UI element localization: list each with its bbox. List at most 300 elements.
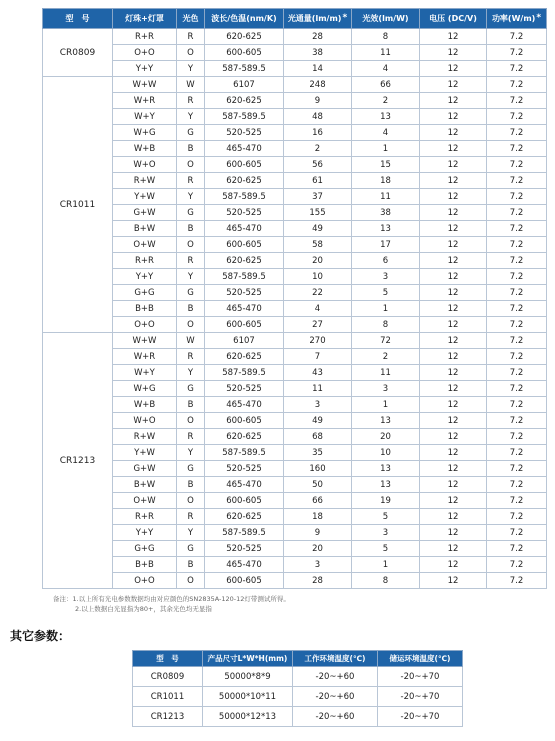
voltage-cell: 12: [420, 125, 487, 141]
table-row: [43, 413, 547, 429]
efficacy-cell: 4: [352, 125, 420, 141]
flux-cell: 10: [284, 269, 352, 285]
params-storage-temp-cell: -20~+70: [378, 667, 463, 687]
table-row: [43, 285, 547, 301]
flux-cell: 35: [284, 445, 352, 461]
color-cell: Y: [177, 189, 205, 205]
power-cell: 7.2: [487, 269, 547, 285]
voltage-cell: 12: [420, 61, 487, 77]
table-row: [43, 541, 547, 557]
power-cell: 7.2: [487, 429, 547, 445]
flux-cell: 68: [284, 429, 352, 445]
flux-cell: 155: [284, 205, 352, 221]
table-row: [43, 93, 547, 109]
combo-cell: O+W: [113, 493, 177, 509]
flux-cell: 3: [284, 397, 352, 413]
params-size-cell: 50000*12*13: [203, 707, 293, 727]
flux-cell: 2: [284, 141, 352, 157]
power-cell: 7.2: [487, 301, 547, 317]
wavelength-cell: 465-470: [205, 557, 284, 573]
table-row: [133, 667, 463, 687]
wavelength-cell: 587-589.5: [205, 269, 284, 285]
table-row: [43, 269, 547, 285]
efficacy-cell: 2: [352, 93, 420, 109]
voltage-cell: 12: [420, 189, 487, 205]
wavelength-cell: 465-470: [205, 477, 284, 493]
table-row: [43, 125, 547, 141]
voltage-cell: 12: [420, 365, 487, 381]
combo-cell: G+G: [113, 541, 177, 557]
flux-cell: 27: [284, 317, 352, 333]
combo-cell: W+G: [113, 381, 177, 397]
voltage-cell: 12: [420, 493, 487, 509]
combo-cell: W+B: [113, 141, 177, 157]
model-cell: CR1011: [43, 77, 113, 333]
flux-cell: 56: [284, 157, 352, 173]
other-params-header-row: [133, 651, 463, 667]
voltage-cell: 12: [420, 333, 487, 349]
voltage-cell: 12: [420, 285, 487, 301]
voltage-cell: 12: [420, 93, 487, 109]
header-power: [487, 9, 547, 29]
color-cell: Y: [177, 269, 205, 285]
table-row: [43, 349, 547, 365]
color-cell: Y: [177, 109, 205, 125]
efficacy-cell: 72: [352, 333, 420, 349]
spec-header-row: [43, 9, 547, 29]
efficacy-cell: 11: [352, 365, 420, 381]
flux-cell: 37: [284, 189, 352, 205]
power-cell: 7.2: [487, 413, 547, 429]
efficacy-cell: 2: [352, 349, 420, 365]
efficacy-cell: 13: [352, 477, 420, 493]
footnote-2: 2.以上数据白光显指为80+，其余光色均无显指: [75, 605, 212, 613]
color-cell: O: [177, 493, 205, 509]
combo-cell: W+Y: [113, 365, 177, 381]
flux-cell: 20: [284, 253, 352, 269]
wavelength-cell: 465-470: [205, 397, 284, 413]
power-cell: 7.2: [487, 237, 547, 253]
power-cell: 7.2: [487, 173, 547, 189]
wavelength-cell: 620-625: [205, 29, 284, 45]
table-row: [43, 221, 547, 237]
efficacy-cell: 8: [352, 29, 420, 45]
combo-cell: G+G: [113, 285, 177, 301]
combo-cell: W+Y: [113, 109, 177, 125]
footnotes: [53, 594, 290, 614]
efficacy-cell: 3: [352, 525, 420, 541]
power-cell: 7.2: [487, 189, 547, 205]
power-cell: 7.2: [487, 205, 547, 221]
voltage-cell: 12: [420, 557, 487, 573]
power-cell: 7.2: [487, 29, 547, 45]
power-cell: 7.2: [487, 317, 547, 333]
flux-cell: 28: [284, 29, 352, 45]
flux-cell: 160: [284, 461, 352, 477]
table-row: [43, 109, 547, 125]
efficacy-cell: 13: [352, 221, 420, 237]
wavelength-cell: 587-589.5: [205, 525, 284, 541]
color-cell: B: [177, 301, 205, 317]
wavelength-cell: 520-525: [205, 541, 284, 557]
wavelength-cell: 620-625: [205, 509, 284, 525]
flux-cell: 38: [284, 45, 352, 61]
power-cell: 7.2: [487, 445, 547, 461]
color-cell: G: [177, 381, 205, 397]
table-row: [43, 493, 547, 509]
combo-cell: O+O: [113, 573, 177, 589]
voltage-cell: 12: [420, 301, 487, 317]
power-cell: 7.2: [487, 573, 547, 589]
combo-cell: Y+Y: [113, 525, 177, 541]
power-cell: 7.2: [487, 333, 547, 349]
params-storage-temp-cell: -20~+70: [378, 707, 463, 727]
voltage-cell: 12: [420, 205, 487, 221]
table-row: [43, 189, 547, 205]
table-row: [43, 445, 547, 461]
combo-cell: O+O: [113, 45, 177, 61]
combo-cell: Y+W: [113, 445, 177, 461]
wavelength-cell: 620-625: [205, 429, 284, 445]
other-params-body: [133, 667, 463, 727]
color-cell: G: [177, 541, 205, 557]
header-combo: 灯珠+灯罩: [113, 9, 177, 29]
table-row: [43, 141, 547, 157]
voltage-cell: 12: [420, 477, 487, 493]
table-row: [43, 525, 547, 541]
combo-cell: B+B: [113, 557, 177, 573]
voltage-cell: 12: [420, 397, 487, 413]
power-cell: 7.2: [487, 397, 547, 413]
combo-cell: B+B: [113, 301, 177, 317]
efficacy-cell: 5: [352, 541, 420, 557]
combo-cell: W+O: [113, 157, 177, 173]
voltage-cell: 12: [420, 29, 487, 45]
color-cell: R: [177, 173, 205, 189]
spec-table: [42, 8, 547, 589]
efficacy-cell: 38: [352, 205, 420, 221]
params-size-cell: 50000*8*9: [203, 667, 293, 687]
flux-cell: 7: [284, 349, 352, 365]
flux-cell: 28: [284, 573, 352, 589]
wavelength-cell: 600-605: [205, 45, 284, 61]
table-row: [133, 707, 463, 727]
voltage-cell: 12: [420, 509, 487, 525]
combo-cell: O+O: [113, 317, 177, 333]
params-model-cell: CR1011: [133, 687, 203, 707]
header-flux-label: 光通量(lm/m): [287, 14, 342, 23]
voltage-cell: 12: [420, 429, 487, 445]
color-cell: R: [177, 509, 205, 525]
header-flux: [284, 9, 352, 29]
table-row: [43, 29, 547, 45]
voltage-cell: 12: [420, 461, 487, 477]
wavelength-cell: 587-589.5: [205, 445, 284, 461]
other-params-heading: 其它参数：: [10, 629, 71, 643]
color-cell: O: [177, 237, 205, 253]
table-row: [43, 381, 547, 397]
model-cell: CR1213: [43, 333, 113, 589]
flux-cell: 270: [284, 333, 352, 349]
wavelength-cell: 620-625: [205, 173, 284, 189]
voltage-cell: 12: [420, 525, 487, 541]
params-work-temp-cell: -20~+60: [293, 687, 378, 707]
voltage-cell: 12: [420, 77, 487, 93]
efficacy-cell: 11: [352, 45, 420, 61]
wavelength-cell: 520-525: [205, 205, 284, 221]
flux-cell: 49: [284, 413, 352, 429]
combo-cell: Y+Y: [113, 269, 177, 285]
efficacy-cell: 10: [352, 445, 420, 461]
color-cell: G: [177, 461, 205, 477]
table-row: [43, 573, 547, 589]
params-header-size: 产品尺寸L*W*H(mm): [203, 651, 293, 667]
flux-cell: 18: [284, 509, 352, 525]
flux-cell: 58: [284, 237, 352, 253]
efficacy-cell: 13: [352, 413, 420, 429]
wavelength-cell: 620-625: [205, 93, 284, 109]
voltage-cell: 12: [420, 381, 487, 397]
wavelength-cell: 465-470: [205, 141, 284, 157]
flux-cell: 61: [284, 173, 352, 189]
combo-cell: W+W: [113, 333, 177, 349]
flux-cell: 43: [284, 365, 352, 381]
header-color: 光色: [177, 9, 205, 29]
power-cell: 7.2: [487, 93, 547, 109]
combo-cell: Y+W: [113, 189, 177, 205]
voltage-cell: 12: [420, 573, 487, 589]
flux-cell: 16: [284, 125, 352, 141]
power-cell: 7.2: [487, 461, 547, 477]
combo-cell: G+W: [113, 205, 177, 221]
color-cell: G: [177, 125, 205, 141]
power-cell: 7.2: [487, 221, 547, 237]
color-cell: R: [177, 253, 205, 269]
table-row: [43, 45, 547, 61]
combo-cell: B+W: [113, 221, 177, 237]
power-cell: 7.2: [487, 253, 547, 269]
color-cell: B: [177, 557, 205, 573]
efficacy-cell: 1: [352, 301, 420, 317]
efficacy-cell: 1: [352, 557, 420, 573]
voltage-cell: 12: [420, 541, 487, 557]
efficacy-cell: 1: [352, 141, 420, 157]
params-header-model: 型 号: [133, 651, 203, 667]
color-cell: O: [177, 45, 205, 61]
efficacy-cell: 11: [352, 189, 420, 205]
efficacy-cell: 1: [352, 397, 420, 413]
wavelength-cell: 620-625: [205, 253, 284, 269]
color-cell: O: [177, 413, 205, 429]
flux-cell: 66: [284, 493, 352, 509]
params-model-cell: CR1213: [133, 707, 203, 727]
power-cell: 7.2: [487, 381, 547, 397]
table-row: [43, 77, 547, 93]
power-cell: 7.2: [487, 493, 547, 509]
table-row: [43, 61, 547, 77]
wavelength-cell: 465-470: [205, 301, 284, 317]
voltage-cell: 12: [420, 221, 487, 237]
flux-cell: 49: [284, 221, 352, 237]
voltage-cell: 12: [420, 141, 487, 157]
flux-cell: 20: [284, 541, 352, 557]
voltage-cell: 12: [420, 269, 487, 285]
params-header-storage-temp: 储运环境温度(℃): [378, 651, 463, 667]
color-cell: Y: [177, 445, 205, 461]
params-model-cell: CR0809: [133, 667, 203, 687]
color-cell: R: [177, 29, 205, 45]
color-cell: G: [177, 285, 205, 301]
params-storage-temp-cell: -20~+70: [378, 687, 463, 707]
combo-cell: W+G: [113, 125, 177, 141]
header-model: 型 号: [43, 9, 113, 29]
table-row: [43, 301, 547, 317]
table-row: [43, 557, 547, 573]
power-cell: 7.2: [487, 525, 547, 541]
efficacy-cell: 8: [352, 317, 420, 333]
table-row: [43, 253, 547, 269]
table-row: [43, 173, 547, 189]
flux-cell: 50: [284, 477, 352, 493]
combo-cell: O+W: [113, 237, 177, 253]
wavelength-cell: 587-589.5: [205, 109, 284, 125]
efficacy-cell: 8: [352, 573, 420, 589]
combo-cell: R+R: [113, 253, 177, 269]
header-voltage: 电压 (DC/V): [420, 9, 487, 29]
footnote-1: 备注：1.以上所有光电参数数据均由对应颜色的SN2835A-120-12灯带测试所得。: [53, 595, 290, 603]
wavelength-cell: 600-605: [205, 237, 284, 253]
efficacy-cell: 15: [352, 157, 420, 173]
spec-table-body: [43, 29, 547, 589]
voltage-cell: 12: [420, 237, 487, 253]
voltage-cell: 12: [420, 349, 487, 365]
voltage-cell: 12: [420, 109, 487, 125]
power-cell: 7.2: [487, 77, 547, 93]
voltage-cell: 12: [420, 317, 487, 333]
combo-cell: R+R: [113, 509, 177, 525]
color-cell: Y: [177, 365, 205, 381]
power-cell: 7.2: [487, 365, 547, 381]
table-row: [133, 687, 463, 707]
efficacy-cell: 6: [352, 253, 420, 269]
wavelength-cell: 520-525: [205, 461, 284, 477]
flux-asterisk: *: [342, 13, 348, 23]
header-power-label: 功率(W/m): [491, 14, 536, 23]
combo-cell: W+B: [113, 397, 177, 413]
wavelength-cell: 587-589.5: [205, 61, 284, 77]
power-cell: 7.2: [487, 125, 547, 141]
voltage-cell: 12: [420, 413, 487, 429]
wavelength-cell: 6107: [205, 333, 284, 349]
power-cell: 7.2: [487, 45, 547, 61]
color-cell: W: [177, 333, 205, 349]
efficacy-cell: 5: [352, 509, 420, 525]
efficacy-cell: 4: [352, 61, 420, 77]
color-cell: B: [177, 141, 205, 157]
color-cell: O: [177, 317, 205, 333]
params-header-work-temp: 工作环境温度(℃): [293, 651, 378, 667]
voltage-cell: 12: [420, 157, 487, 173]
table-row: [43, 461, 547, 477]
power-asterisk: *: [536, 13, 542, 23]
table-row: [43, 205, 547, 221]
table-row: [43, 397, 547, 413]
flux-cell: 48: [284, 109, 352, 125]
table-row: [43, 477, 547, 493]
wavelength-cell: 600-605: [205, 493, 284, 509]
color-cell: G: [177, 205, 205, 221]
combo-cell: G+W: [113, 461, 177, 477]
color-cell: O: [177, 157, 205, 173]
power-cell: 7.2: [487, 141, 547, 157]
color-cell: B: [177, 477, 205, 493]
flux-cell: 3: [284, 557, 352, 573]
color-cell: Y: [177, 61, 205, 77]
flux-cell: 11: [284, 381, 352, 397]
color-cell: B: [177, 397, 205, 413]
wavelength-cell: 520-525: [205, 381, 284, 397]
efficacy-cell: 3: [352, 381, 420, 397]
flux-cell: 22: [284, 285, 352, 301]
power-cell: 7.2: [487, 61, 547, 77]
combo-cell: W+R: [113, 93, 177, 109]
wavelength-cell: 600-605: [205, 157, 284, 173]
efficacy-cell: 13: [352, 461, 420, 477]
wavelength-cell: 620-625: [205, 349, 284, 365]
other-params-table: [132, 650, 463, 727]
efficacy-cell: 20: [352, 429, 420, 445]
wavelength-cell: 520-525: [205, 125, 284, 141]
table-row: [43, 157, 547, 173]
params-size-cell: 50000*10*11: [203, 687, 293, 707]
wavelength-cell: 465-470: [205, 221, 284, 237]
efficacy-cell: 13: [352, 109, 420, 125]
power-cell: 7.2: [487, 477, 547, 493]
combo-cell: B+W: [113, 477, 177, 493]
combo-cell: W+W: [113, 77, 177, 93]
power-cell: 7.2: [487, 509, 547, 525]
power-cell: 7.2: [487, 349, 547, 365]
power-cell: 7.2: [487, 557, 547, 573]
combo-cell: R+W: [113, 173, 177, 189]
wavelength-cell: 600-605: [205, 413, 284, 429]
color-cell: Y: [177, 525, 205, 541]
efficacy-cell: 3: [352, 269, 420, 285]
wavelength-cell: 6107: [205, 77, 284, 93]
color-cell: R: [177, 429, 205, 445]
power-cell: 7.2: [487, 109, 547, 125]
power-cell: 7.2: [487, 541, 547, 557]
efficacy-cell: 5: [352, 285, 420, 301]
wavelength-cell: 587-589.5: [205, 365, 284, 381]
params-work-temp-cell: -20~+60: [293, 667, 378, 687]
voltage-cell: 12: [420, 173, 487, 189]
table-row: [43, 333, 547, 349]
wavelength-cell: 587-589.5: [205, 189, 284, 205]
combo-cell: R+W: [113, 429, 177, 445]
flux-cell: 248: [284, 77, 352, 93]
color-cell: W: [177, 77, 205, 93]
efficacy-cell: 17: [352, 237, 420, 253]
combo-cell: W+O: [113, 413, 177, 429]
table-row: [43, 365, 547, 381]
efficacy-cell: 19: [352, 493, 420, 509]
header-efficacy: 光效(lm/W): [352, 9, 420, 29]
color-cell: R: [177, 93, 205, 109]
power-cell: 7.2: [487, 285, 547, 301]
color-cell: B: [177, 221, 205, 237]
flux-cell: 9: [284, 525, 352, 541]
